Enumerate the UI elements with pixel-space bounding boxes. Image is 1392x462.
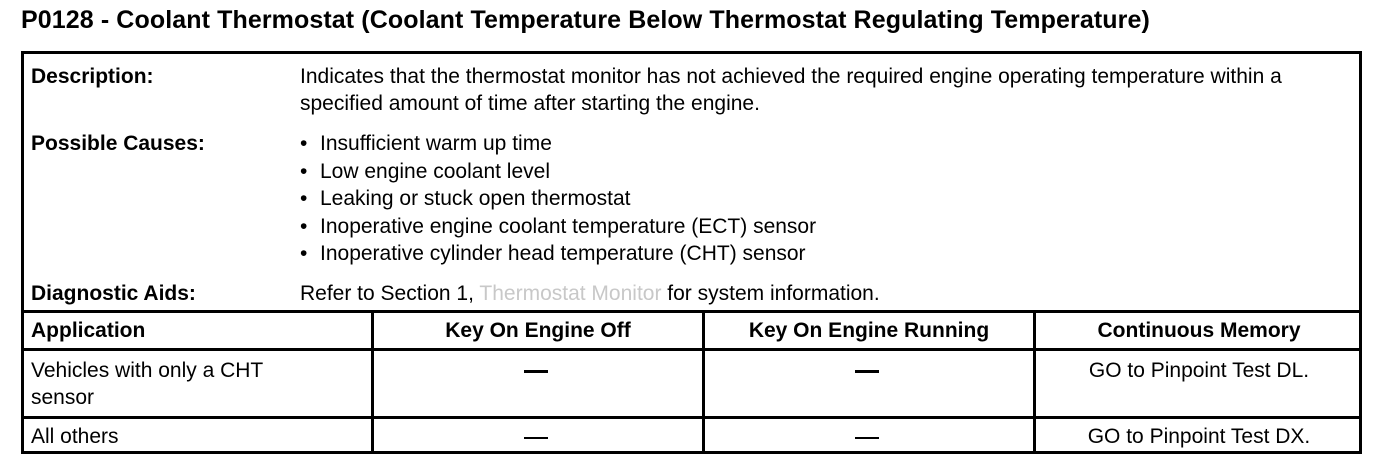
- row2-koeo-dash: [524, 437, 548, 439]
- diagnostic-aids-suffix: for system information.: [661, 282, 880, 305]
- header-continuous-memory: Continuous Memory: [1097, 319, 1301, 342]
- cause-item: [300, 185, 816, 213]
- header-key-on-engine-off: Key On Engine Off: [445, 319, 631, 342]
- cause-text: Insufficient warm up time: [320, 132, 552, 155]
- page-title: P0128 - Coolant Thermostat (Coolant Temperature Below Thermostat Regulating Temperature): [21, 6, 1150, 34]
- row2-koer-dash: [855, 437, 879, 439]
- row2-application: All others: [31, 425, 119, 448]
- row1-koer-dash: [855, 370, 879, 373]
- row1-continuous-memory: GO to Pinpoint Test DL.: [1088, 359, 1310, 382]
- description-label: Description:: [31, 65, 154, 88]
- bullet-icon: •: [300, 132, 308, 155]
- cause-text: Low engine coolant level: [320, 159, 550, 183]
- table-row-rule: [21, 416, 1362, 419]
- bullet-icon: •: [300, 242, 308, 265]
- cause-item: [300, 213, 816, 241]
- row1-koeo-dash: [524, 370, 548, 373]
- bullet-icon: •: [300, 187, 308, 210]
- possible-causes-label: Possible Causes:: [31, 132, 205, 155]
- cause-text: Leaking or stuck open thermostat: [320, 187, 631, 210]
- table-header-rule: [21, 348, 1362, 351]
- cause-item: [300, 158, 816, 186]
- header-key-on-engine-running: Key On Engine Running: [748, 319, 990, 342]
- header-application: Application: [31, 319, 146, 342]
- description-text: Indicates that the thermostat monitor has not achieved the required engine operating temperature within a specified amount of time after starting the engine.: [300, 65, 1282, 115]
- bullet-icon: •: [300, 159, 308, 183]
- row2-continuous-memory: GO to Pinpoint Test DX.: [1087, 425, 1311, 448]
- diagnostic-aids-prefix: Refer to Section 1,: [300, 282, 480, 305]
- bullet-icon: •: [300, 214, 308, 238]
- cause-item: [300, 240, 816, 268]
- cause-text: Inoperative engine coolant temperature (ECT) sensor: [320, 214, 817, 238]
- cause-item: [300, 130, 816, 158]
- diagnostic-aids-text: [300, 280, 1340, 307]
- cause-text: Inoperative cylinder head temperature (CHT) sensor: [320, 242, 806, 265]
- thermostat-monitor-link[interactable]: Thermostat Monitor: [479, 282, 662, 305]
- row1-application: Vehicles with only a CHT sensor: [31, 359, 263, 409]
- diagnostic-aids-label: Diagnostic Aids:: [31, 282, 196, 305]
- table-top-rule: [21, 310, 1362, 313]
- possible-causes-list: [300, 130, 816, 268]
